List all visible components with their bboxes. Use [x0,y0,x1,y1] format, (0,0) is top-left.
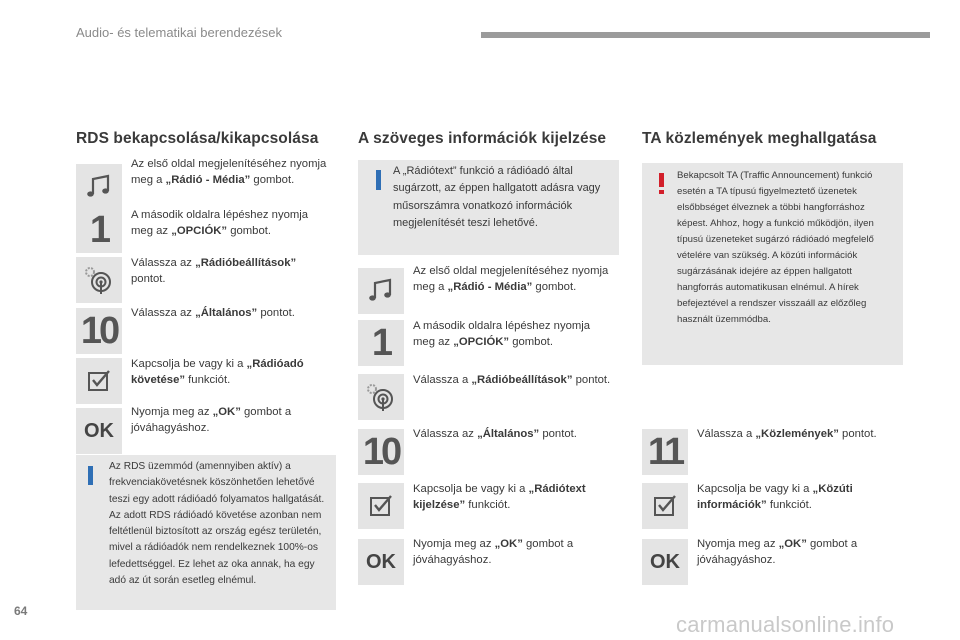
radiotext-info-text: A „Rádiótext” funkció a rádióadó által sugárzott, az éppen hallgatott adásra vagy műsorszámra vonatkozó információk megjelenítését teszi lehetővé. [393,165,601,229]
checkbox-icon [76,358,122,404]
step-text: A második oldalra lépéshez nyomja meg az „OPCIÓK” gombot. [413,320,591,348]
number-1-tile: 1 [76,207,122,253]
radio-settings-icon [76,257,122,303]
number-1-tile: 1 [358,320,404,366]
step-text: Válassza az „Általános” pontot. [131,307,295,319]
watermark-text: carmanualsonline.info [676,612,895,637]
page-number: 64 [14,604,28,618]
info-icon [376,170,381,190]
ok-icon: OK [358,539,404,585]
page-header-title: Audio- és telematikai berendezések [76,25,282,40]
number-11-tile: 11 [642,429,688,475]
number-10-tile: 10 [358,429,404,475]
music-note-icon [358,268,404,314]
step-text: Az első oldal megjelenítéséhez nyomja meg a „Rádió - Média” gombot. [131,158,327,186]
warning-icon-dot [659,190,664,194]
section-title-ta: TA közlemények meghallgatása [642,130,877,147]
number-10-tile: 10 [76,308,122,354]
ok-icon: OK [642,539,688,585]
music-note-icon [76,164,122,210]
step-text: A második oldalra lépéshez nyomja meg az „OPCIÓK” gombot. [131,209,309,237]
checkbox-icon [358,483,404,529]
section-title-rds: RDS bekapcsolása/kikapcsolása [76,130,319,147]
ta-warning-text: Bekapcsolt TA (Traffic Announcement) funkció esetén a TA típusú figyelmeztető üzenetek elsőbbséget élveznek a többi hangforráshoz képest. Ahhoz, hogy a funkció működjön, ilyen típusú üzeneteket sugárzó rádióadó megfelelő vételére van szükség. A közúti információk sugárzásának idejére az éppen hallgatott hangforrás automatikusan elnémul. A hírek befejeztével a rendszer visszaáll az előzőleg használt üzemmódba. [677,170,874,325]
step-text: Válassza az „Általános” pontot. [413,428,577,440]
section-title-radiotext: A szöveges információk kijelzése [358,130,607,147]
step-text: Kapcsolja be vagy ki a „Közúti információk” funkciót. [697,483,853,511]
radio-settings-icon [358,374,404,420]
step-text: Válassza a „Közlemények” pontot. [697,428,877,440]
info-icon [88,466,93,485]
step-text: Nyomja meg az „OK” gombot a jóváhagyáshoz. [413,538,574,566]
step-text: Nyomja meg az „OK” gombot a jóváhagyáshoz. [697,538,858,566]
checkbox-icon [642,483,688,529]
step-text: Kapcsolja be vagy ki a „Rádióadó követése” funkciót. [131,358,304,386]
header-bar [481,32,930,38]
step-text: Válassza a „Rádióbeállítások” pontot. [413,374,611,386]
ok-icon: OK [76,408,122,454]
rds-info-text: Az RDS üzemmód (amennyiben aktív) a frekvenciakövetésnek köszönhetően lehetővé teszi egy adott rádióadó folyamatos hallgatását. Az adott RDS rádióadó követése azonban nem feltétlenül biztosított az ország egész területén, mivel a rádióadók nem rendelkeznek 100%-os lefedettséggel. Ez lehet az oka annak, ha egy adó az út során esetleg elnémul. [109,461,325,587]
warning-icon [659,173,664,187]
step-text: Válassza az „Rádióbeállítások” pontot. [131,257,297,285]
step-text: Kapcsolja be vagy ki a „Rádiótext kijelzése” funkciót. [413,483,586,511]
step-text: Nyomja meg az „OK” gombot a jóváhagyáshoz. [131,406,292,434]
step-text: Az első oldal megjelenítéséhez nyomja meg a „Rádió - Média” gombot. [413,265,609,293]
